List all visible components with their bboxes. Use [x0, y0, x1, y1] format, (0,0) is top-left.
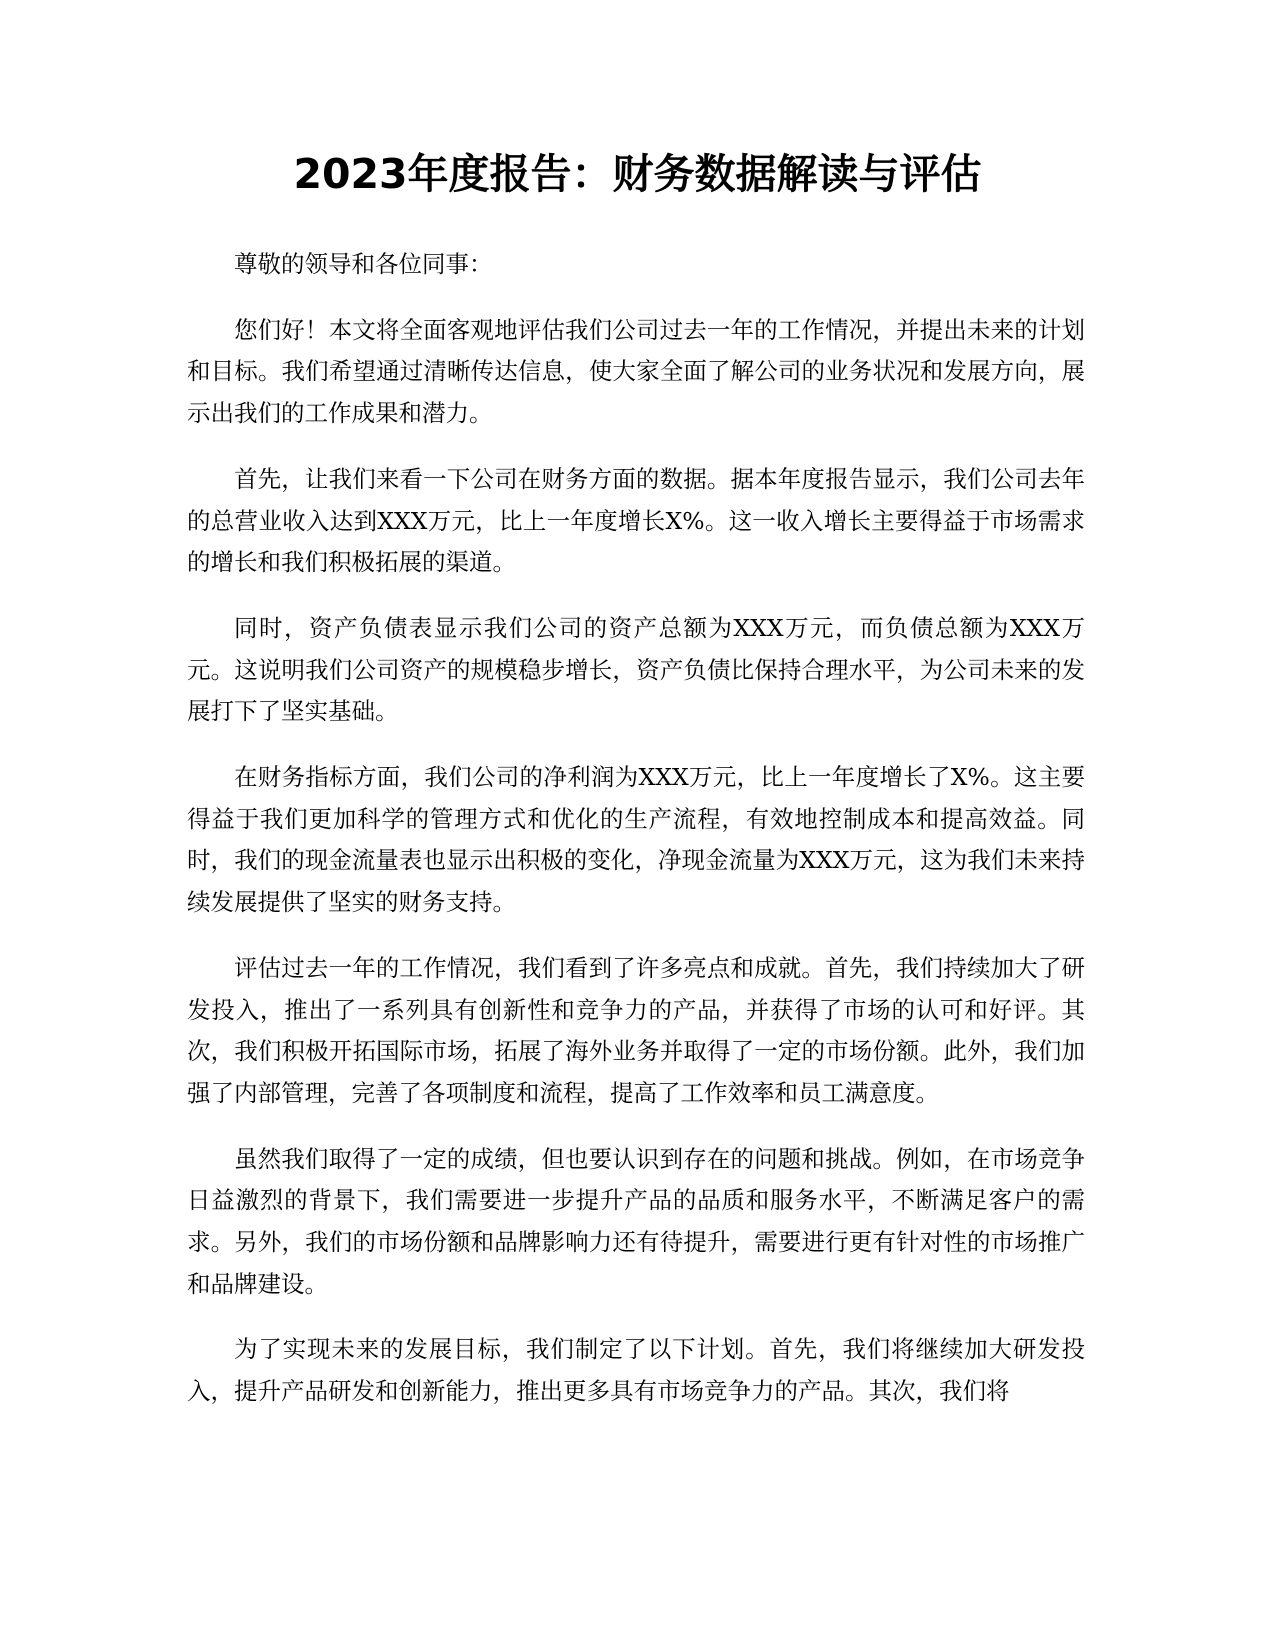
paragraph-challenges: 虽然我们取得了一定的成绩，但也要认识到存在的问题和挑战。例如，在市场竞争日益激烈的背景下，我们需要进一步提升产品的品质和服务水平，不断满足客户的需求。另外，我们的市场份额和品牌影响力还有待提升，需要进行更有针对性的市场推广和品牌建设。 [187, 1144, 1085, 1298]
document-body [187, 244, 1085, 1437]
salutation: 尊敬的领导和各位同事： [234, 250, 493, 278]
paragraph-intro: 您们好！本文将全面客观地评估我们公司过去一年的工作情况，并提出未来的计划和目标。我们希望通过清晰传达信息，使大家全面了解公司的业务状况和发展方向，展示出我们的工作成果和潜力。 [187, 315, 1085, 428]
paragraph-achievements: 评估过去一年的工作情况，我们看到了许多亮点和成就。首先，我们持续加大了研发投入，推出了一系列具有创新性和竞争力的产品，并获得了市场的认可和好评。其次，我们积极开拓国际市场，拓展了海外业务并取得了一定的市场份额。此外，我们加强了内部管理，完善了各项制度和流程，提高了工作效率和员工满意度。 [187, 953, 1085, 1107]
document-title: 2023年度报告：财务数据解读与评估 [293, 150, 982, 198]
paragraph-financial-indicators: 在财务指标方面，我们公司的净利润为XXX万元，比上一年度增长了X%。这主要得益于我们更加科学的管理方式和优化的生产流程，有效地控制成本和提高效益。同时，我们的现金流量表也显示出积极的变化，净现金流量为XXX万元，这为我们未来持续发展提供了坚实的财务支持。 [187, 763, 1085, 917]
paragraph-balance-sheet: 同时，资产负债表显示我们公司的资产总额为XXX万元，而负债总额为XXX万元。这说明我们公司资产的规模稳步增长，资产负债比保持合理水平，为公司未来的发展打下了坚实基础。 [187, 613, 1085, 726]
paragraph-revenue: 首先，让我们来看一下公司在财务方面的数据。据本年度报告显示，我们公司去年的总营业收入达到XXX万元，比上一年度增长X%。这一收入增长主要得益于市场需求的增长和我们积极拓展的渠道。 [187, 464, 1085, 577]
paragraph-plans: 为了实现未来的发展目标，我们制定了以下计划。首先，我们将继续加大研发投入，提升产品研发和创新能力，推出更多具有市场竞争力的产品。其次，我们将 [187, 1335, 1085, 1406]
